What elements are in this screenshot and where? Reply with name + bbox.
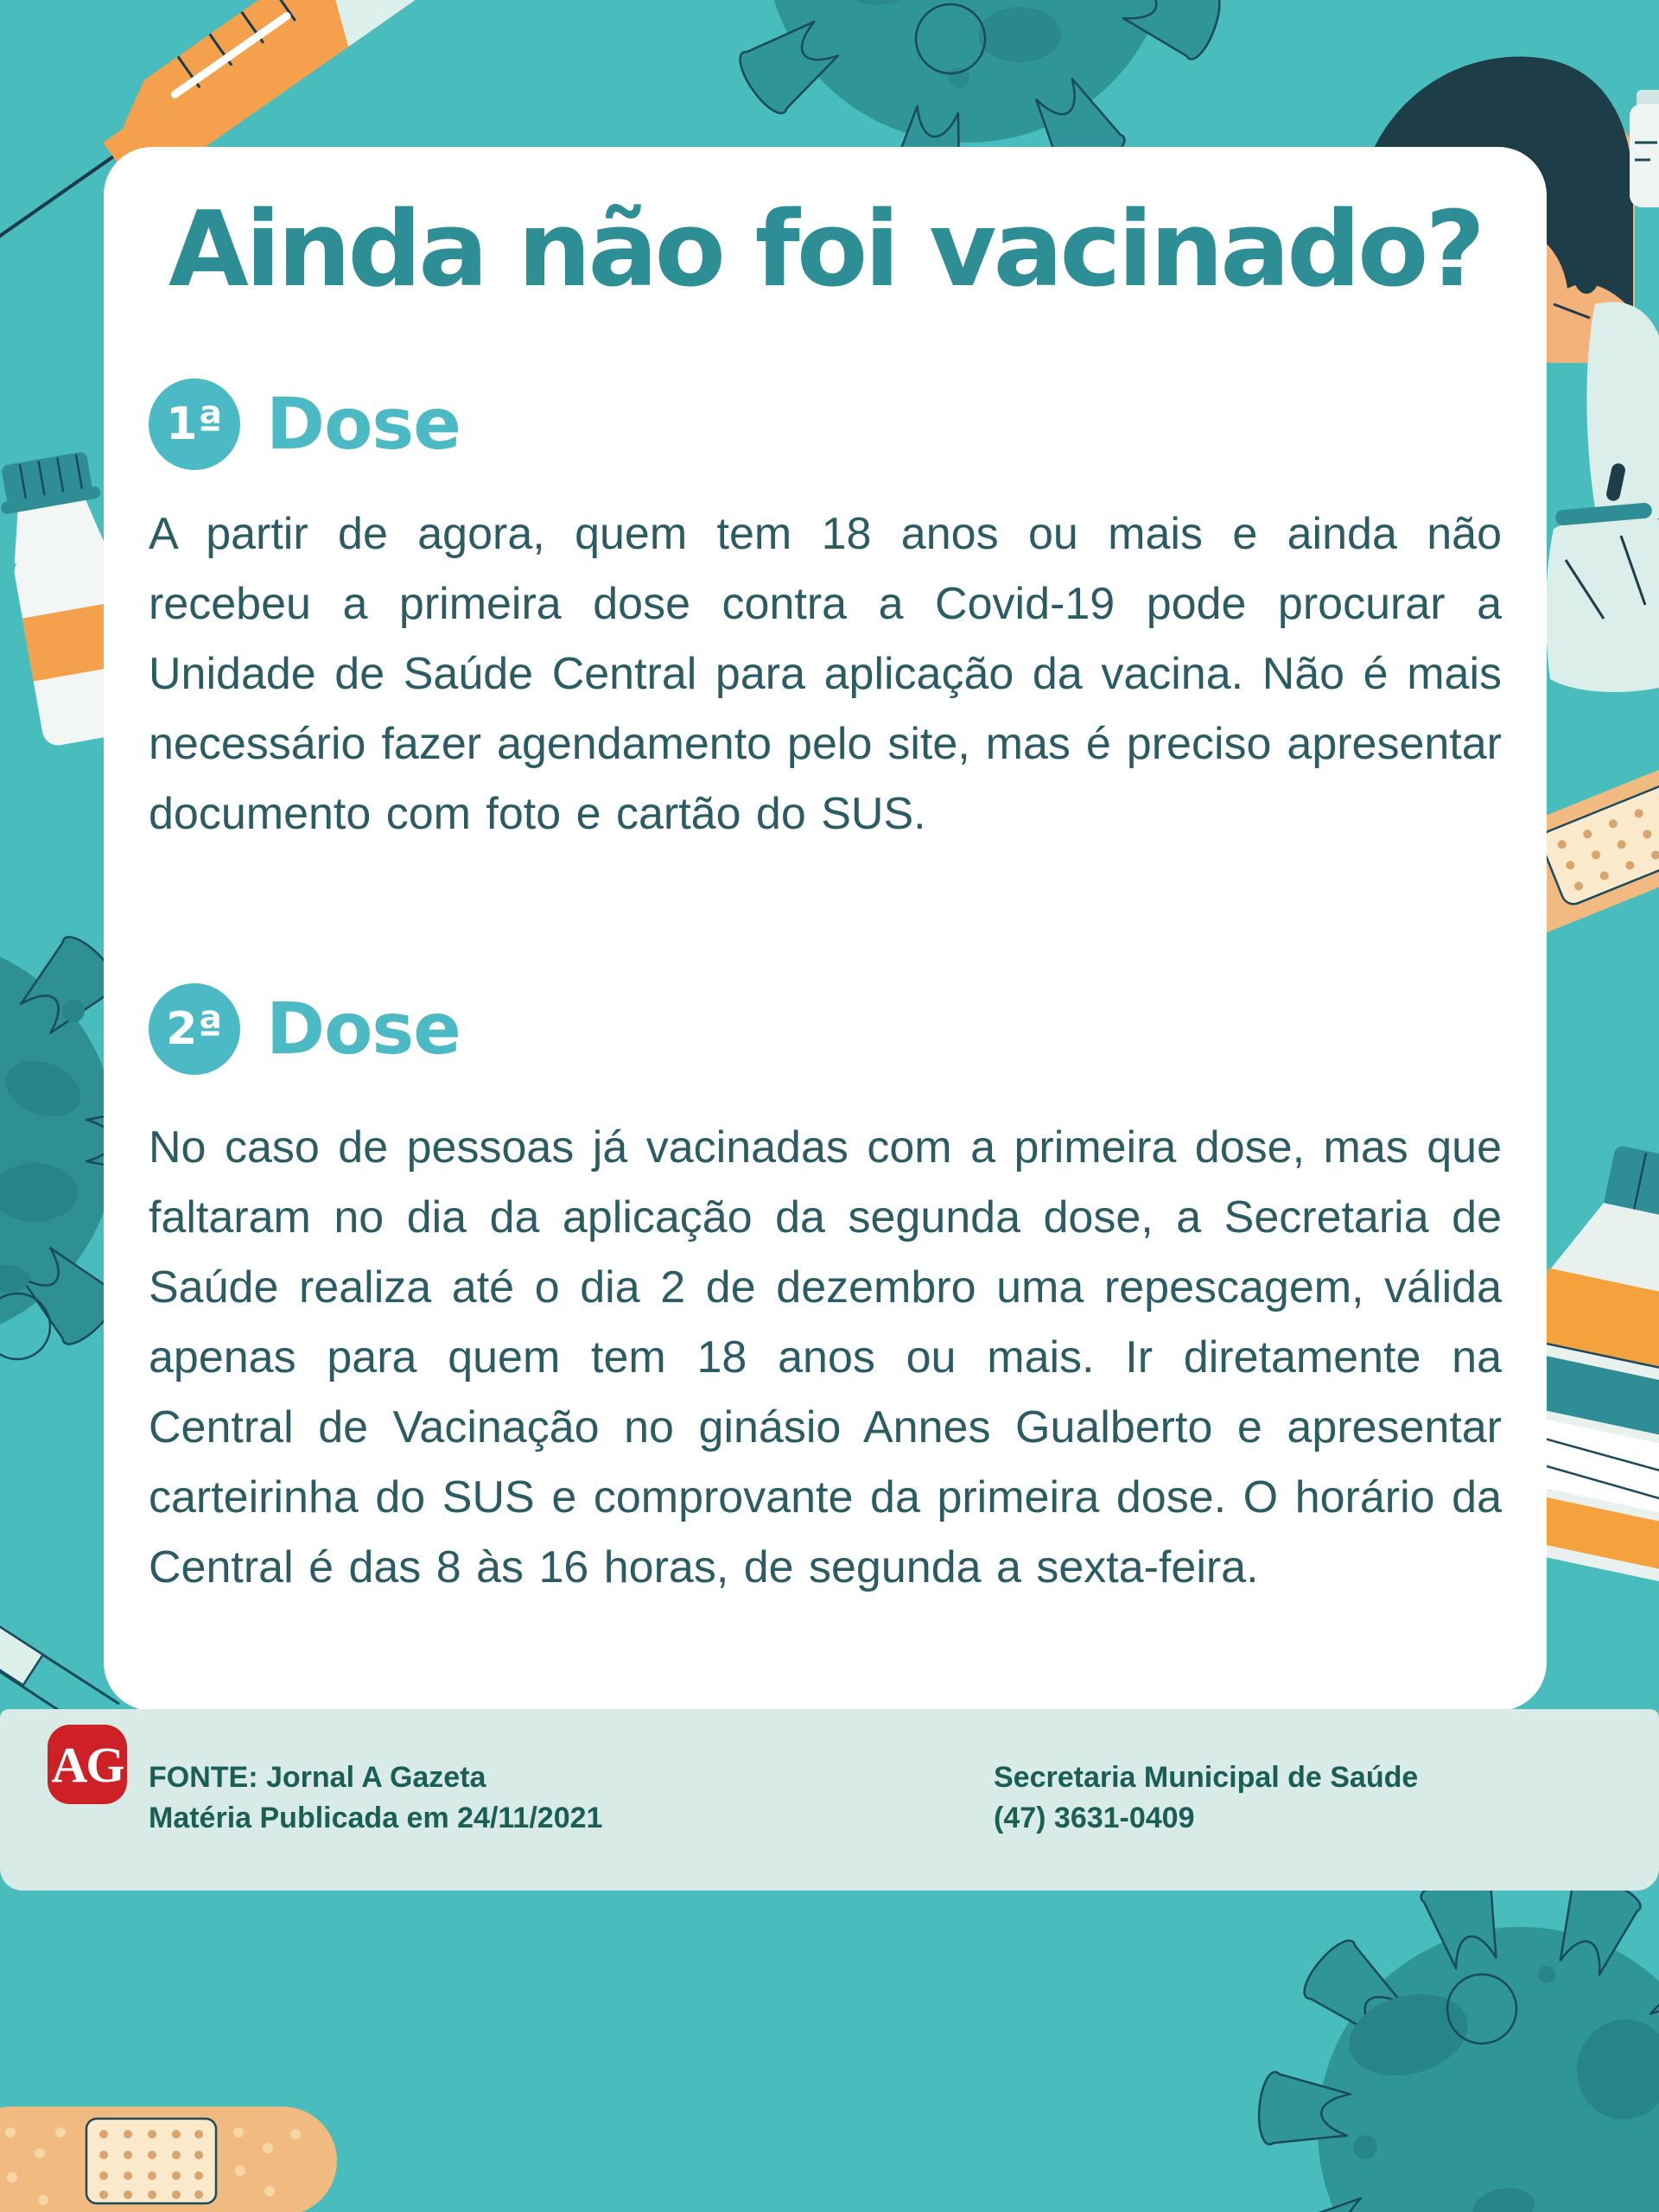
bandaid-bottom xyxy=(0,2107,337,2212)
medicine-bottle-small xyxy=(1630,90,1659,207)
footer-date-line: Matéria Publicada em 24/11/2021 xyxy=(149,1802,603,1834)
footer-bar xyxy=(0,1709,1659,1891)
dose-1-badge: 1ª xyxy=(149,378,240,470)
footer-source-line: FONTE: Jornal A Gazeta xyxy=(149,1761,486,1794)
info-card xyxy=(104,147,1547,1711)
footer-contact-block xyxy=(994,1758,1418,1839)
dose-1-heading: Dose xyxy=(266,383,461,466)
ag-gazeta-logo xyxy=(48,1725,127,1804)
footer-phone-line: (47) 3631-0409 xyxy=(994,1802,1195,1834)
virus-bottom-right xyxy=(1256,1867,1659,2212)
poster-title: Ainda não foi vacinado? xyxy=(168,190,1483,310)
dose-2-heading-row xyxy=(149,983,461,1075)
footer-source-block xyxy=(149,1758,602,1839)
dose-2-heading: Dose xyxy=(266,988,461,1071)
dose-2-badge: 2ª xyxy=(149,983,240,1075)
dose-1-heading-row xyxy=(149,378,461,470)
dose-2-paragraph: No caso de pessoas já vacinadas com a primeira dose, mas que faltaram no dia da aplicação da segunda dose, a Secretaria de Saúde realiza até o dia 2 de dezembro uma repescagem, válida apenas para quem tem 18 anos ou mais. Ir diretamente na Central de Vacinação no ginásio Annes Gualberto e apresentar carteirinha do SUS e comprovante da primeira dose. O horário da Central é das 8 às 16 horas, de segunda a sexta-feira. xyxy=(149,1122,1502,1592)
syringe-outline-left xyxy=(0,1621,119,1716)
footer-secretaria-line: Secretaria Municipal de Saúde xyxy=(994,1761,1419,1794)
ag-logo-text: AG xyxy=(51,1736,124,1793)
dose-1-paragraph: A partir de agora, quem tem 18 anos ou mais e ainda não recebeu a primeira dose contra a Covid-19 pode procurar a Unidade de Saúde Central para aplicação da vacina. Não é mais necessário fazer agendamento pelo site, mas é preciso apresentar documento com foto e cartão do SUS. xyxy=(149,509,1502,839)
